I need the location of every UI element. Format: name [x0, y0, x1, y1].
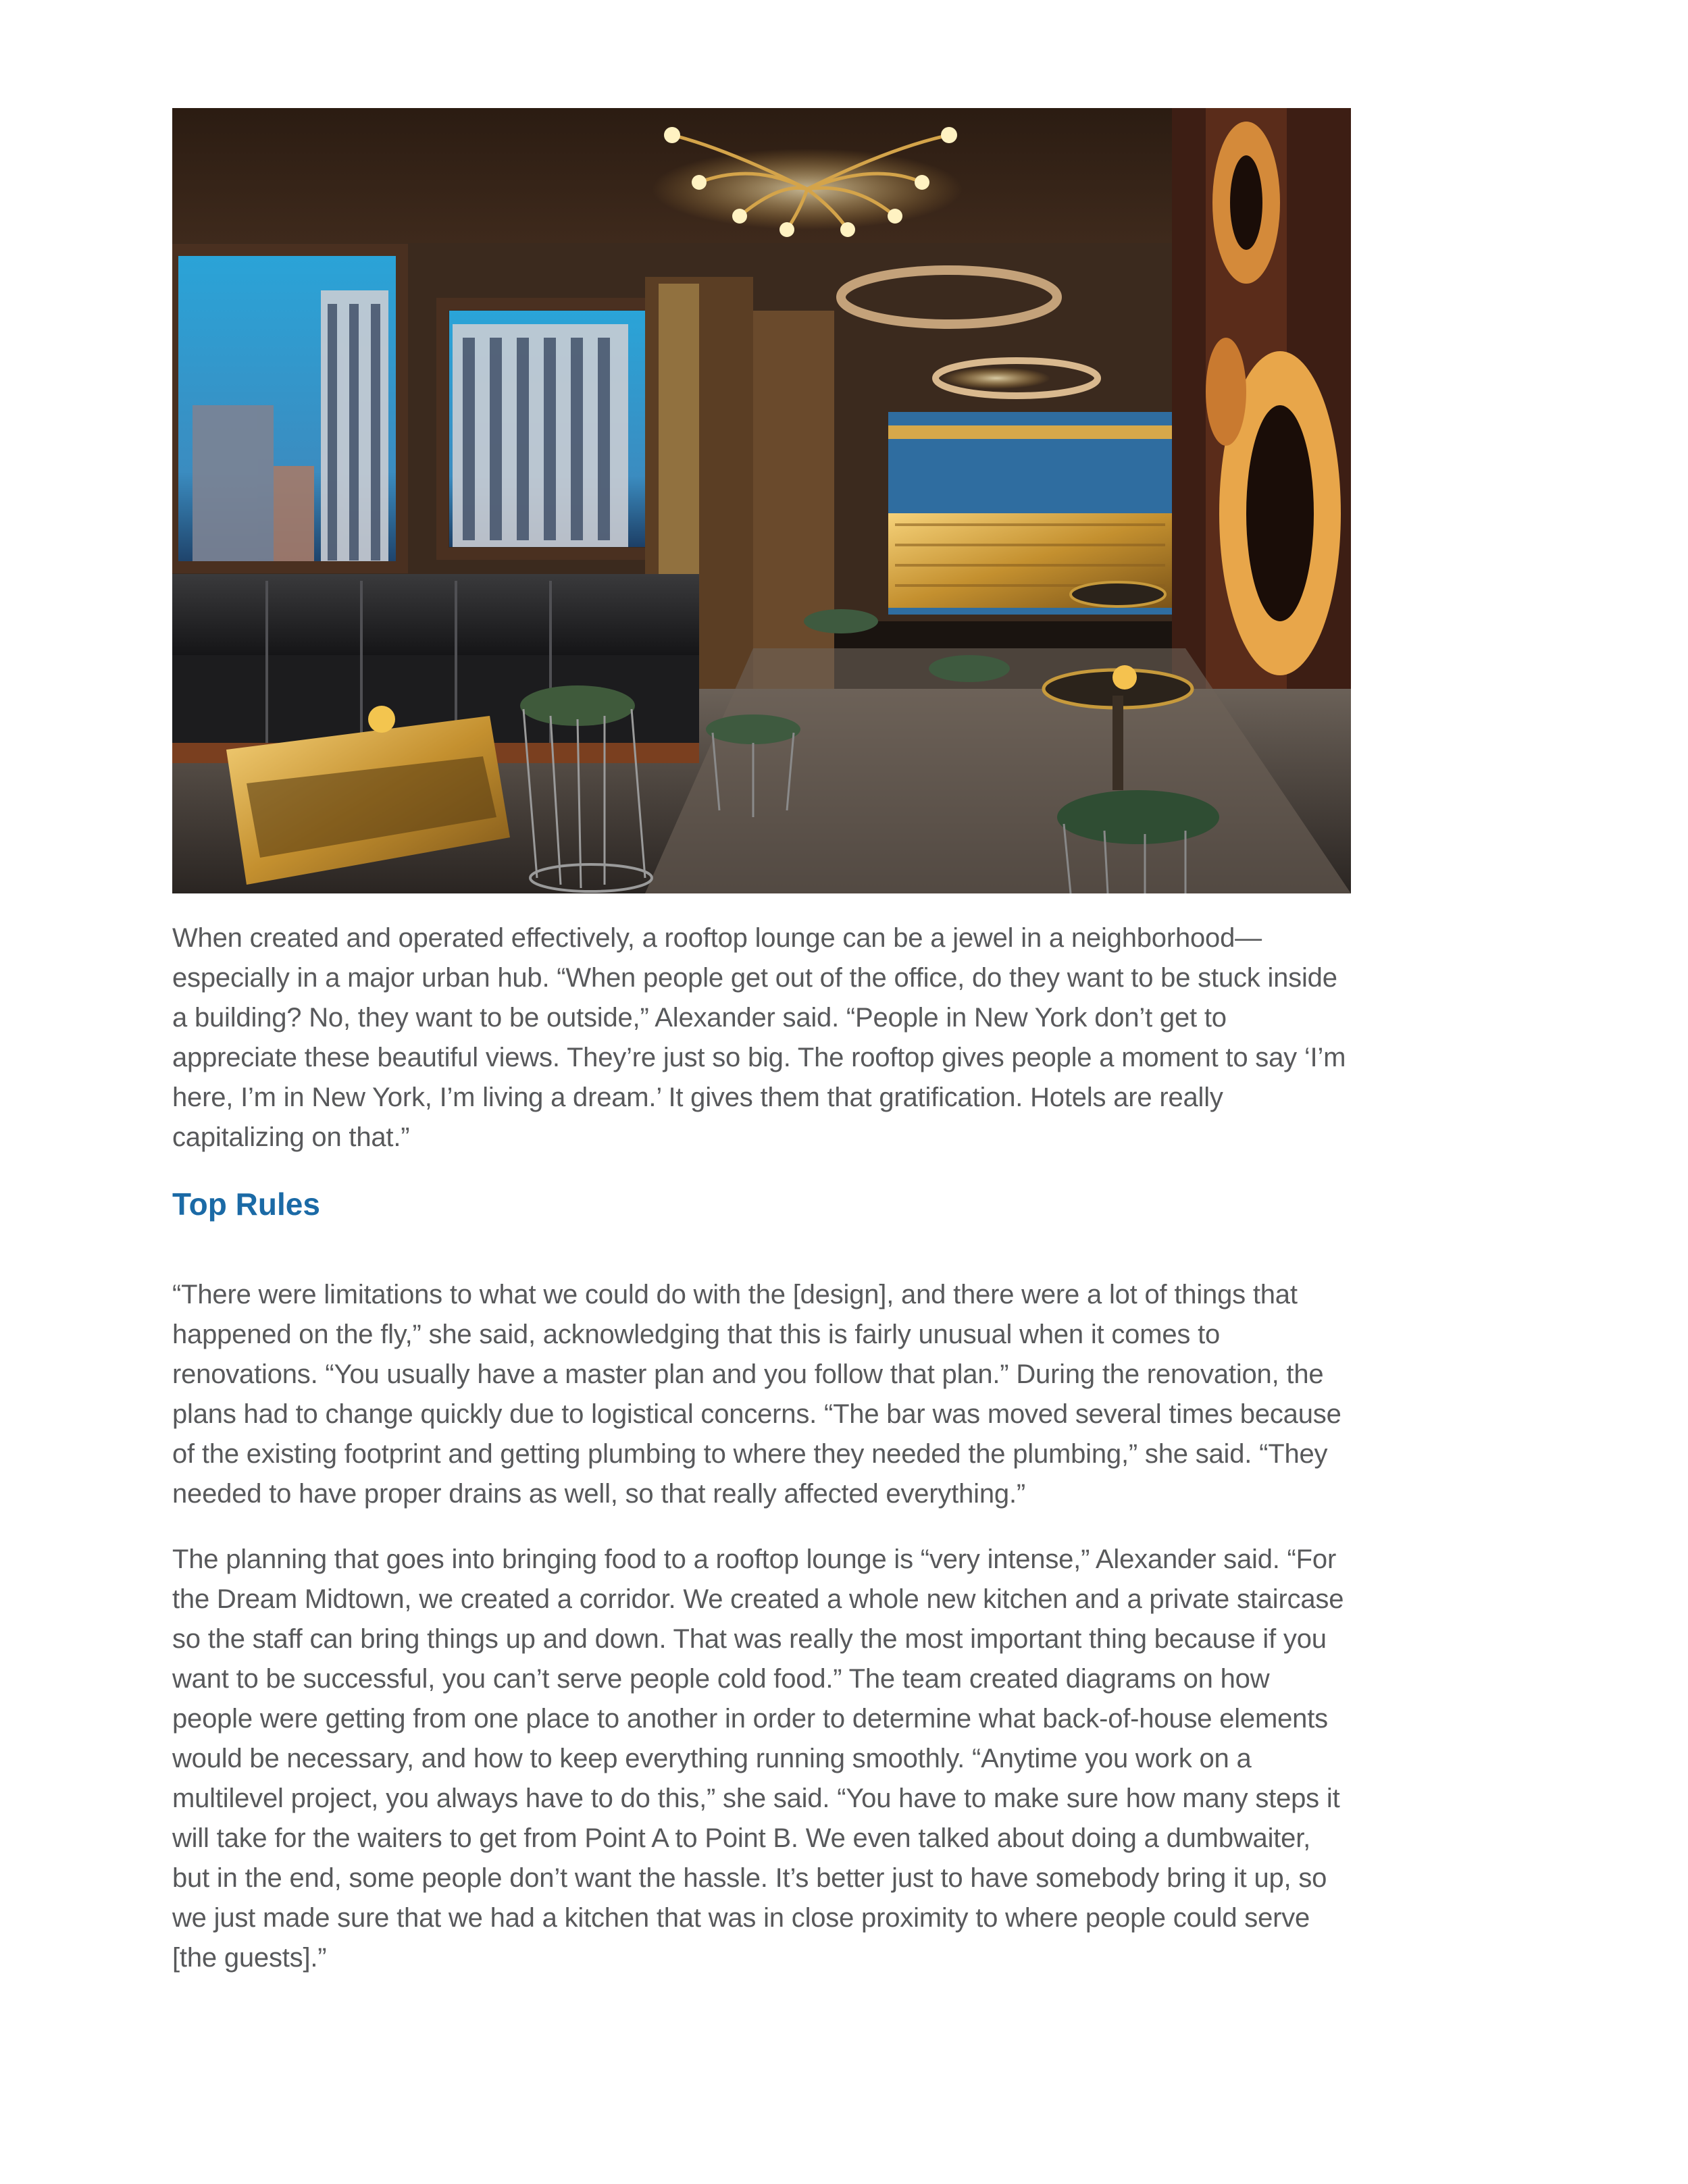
- article-paragraph: The planning that goes into bringing food to a rooftop lounge is “very intense,” Alexander said. “For the Dream Midtown, we created a corridor. We created a whole new kitchen and a private staircase so the staff can bring things up and down. That was really the most important thing because if you want to be successful, you can’t serve people cold food.” The team created diagrams on how people were getting from one place to another in order to determine what back-of-house elements would be necessary, and how to keep everything running smoothly. “Anytime you work on a multilevel project, you always have to do this,” she said. “You have to make sure how many steps it will take for the waiters to get from Point A to Point B. We even talked about doing a dumbwaiter, but in the end, some people don’t want the hassle. It’s better just to have somebody bring it up, so we just made sure that we had a kitchen that was in close proximity to where people could serve [the guests].”: [172, 1544, 1344, 1973]
- article-paragraph: When created and operated effectively, a rooftop lounge can be a jewel in a neighborhood— especially in a major urban hub. “When people get out of the office, do they want to be stuck inside a building? No, they want to be outside,” Alexander said. “People in New York don’t get to appreciate these beautiful views. They’re just so big. The rooftop gives people a moment to say ‘I’m here, I’m in New York, I’m living a dream.’ It gives them that gratification. Hotels are really capitalizing on that.”: [172, 923, 1346, 1152]
- lounge-photo: [172, 108, 1351, 893]
- article-paragraph: “There were limitations to what we could do with the [design], and there were a lot of things that happened on the fly,” she said, acknowledging that this is fairly unusual when it comes to renovations. “You usually have a master plan and you follow that plan.” During the renovation, the plans had to change quickly due to logistical concerns. “The bar was moved several times because of the existing footprint and getting plumbing to where they needed the plumbing,” she said. “They needed to have proper drains as well, so that really affected everything.”: [172, 1280, 1341, 1509]
- section-heading: Top Rules: [172, 1187, 320, 1222]
- article: [172, 108, 1351, 1973]
